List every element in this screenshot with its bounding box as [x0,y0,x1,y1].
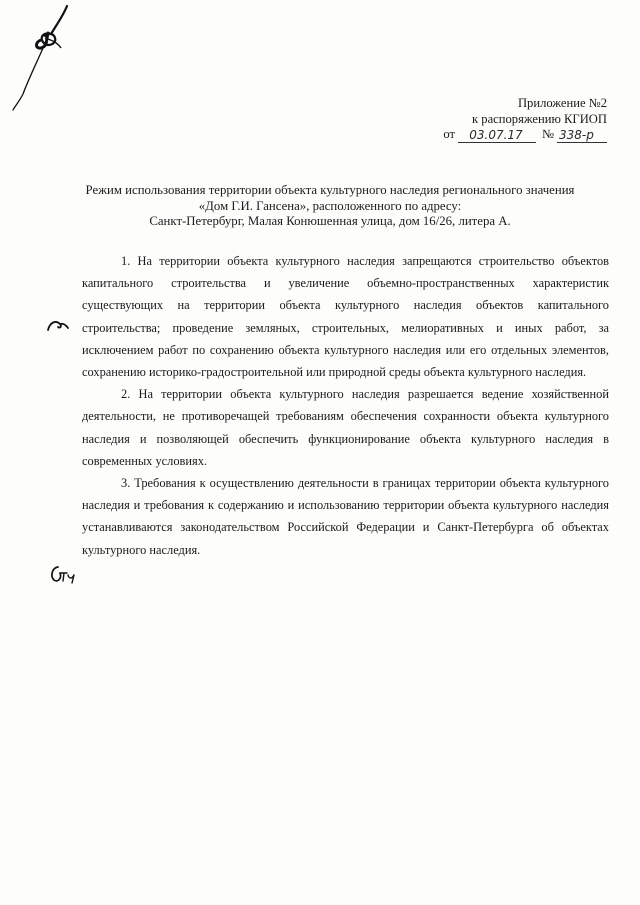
paragraph-1: 1. На территории объекта культурного наследия запрещаются строительство объектов капитального строительства и увеличение объемно-пространственных характеристик существующих на территории объекта культурного наследия объектов капитального строительства; проведение земляных, строительных, мелиоративных и иных работ, за исключением работ по сохранению объекта культурного наследия или его отдельных элементов, сохранению историко-градостроительной или природной среды объекта культурного наследия. [82,254,609,380]
title-line-2: «Дом Г.И. Гансена», расположенного по адресу: [198,198,462,213]
title-line-3: Санкт-Петербург, Малая Конюшенная улица, дом 16/26, литера А. [149,214,511,228]
from-label: от [443,127,455,141]
appendix-number: Приложение №2 [517,96,607,110]
handwritten-number: 338-р [557,128,607,143]
appendix-header [443,96,607,143]
margin-initials-mark [48,564,80,584]
document-body [82,250,609,561]
number-sign: № [541,127,554,141]
paragraph-3: 3. Требования к осуществлению деятельности в границах территории объекта культурного наследия и требования к содержанию и использованию территории объекта культурного наследия устанавливаются законодательством Российской Федерации и Санкт-Петербурга об объектах культурного наследия. [82,476,609,557]
date-number-line [443,127,607,143]
handwritten-date: 03.07.17 [458,128,536,143]
order-reference: к распоряжению КГИОП [472,111,607,126]
document-title [70,183,590,230]
margin-initials-mark [46,318,70,332]
handwritten-signature [5,2,85,112]
paragraph-2: 2. На территории объекта культурного наследия разрешается ведение хозяйственной деятельности, не противоречащей требованиям обеспечения сохранности объекта культурного наследия и позволяющей обеспечить функционирование объекта культурного наследия в современных условиях. [82,387,609,468]
title-line-1: Режим использования территории объекта культурного наследия регионального значения [85,183,575,197]
